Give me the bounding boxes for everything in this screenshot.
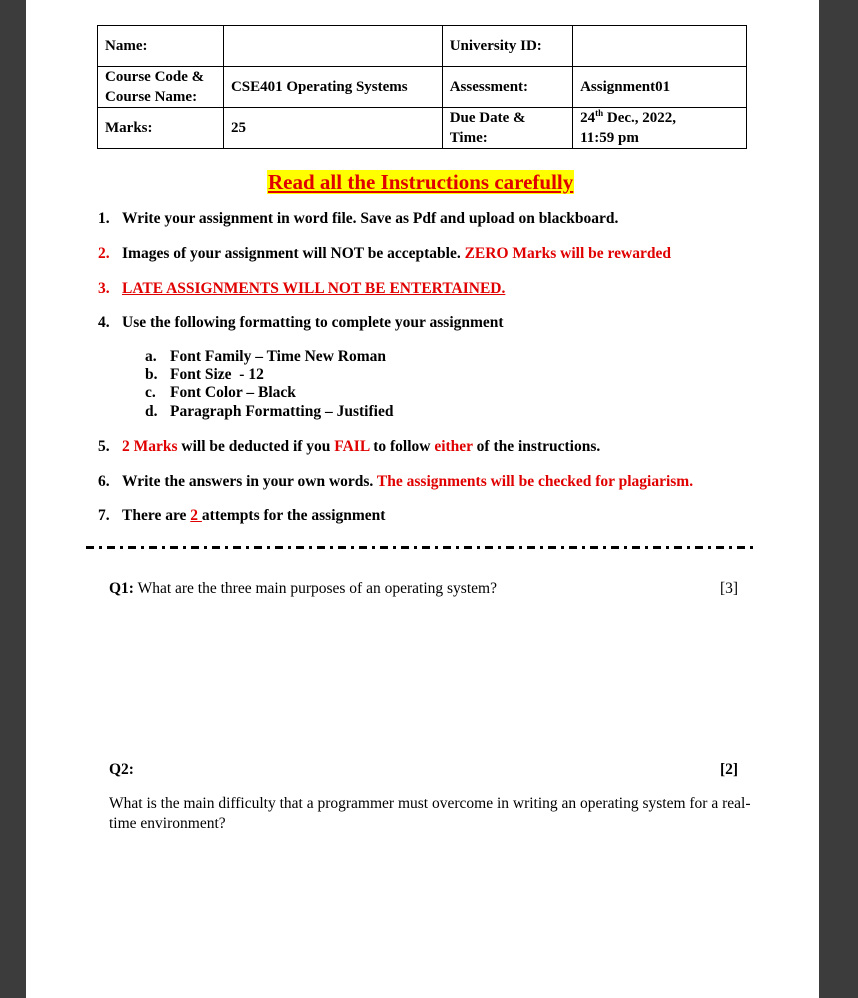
marks-label: Marks: xyxy=(98,108,224,149)
question-label: Q1: xyxy=(109,580,134,597)
format-text: Font Family – Time New Roman xyxy=(170,348,386,365)
instruction-5 xyxy=(98,437,600,457)
course-label-line2: Course Name: xyxy=(105,89,198,105)
due-time: 11:59 pm xyxy=(580,130,639,146)
name-label: Name: xyxy=(98,26,224,67)
instruction-warning: LATE ASSIGNMENTS WILL NOT BE ENTERTAINED. xyxy=(122,280,506,297)
question-1-marks: [3] xyxy=(720,580,739,597)
question-2-text: What is the main difficulty that a programmer must overcome in writing an operating system for a real-time environment? xyxy=(109,795,751,832)
instruction-warning: FAIL xyxy=(334,438,370,455)
instruction-text: Write your assignment in word file. Save as Pdf and upload on blackboard. xyxy=(122,210,619,227)
instruction-7 xyxy=(98,506,385,526)
university-id-label: University ID: xyxy=(442,26,572,67)
format-text: Paragraph Formatting – Justified xyxy=(170,403,394,420)
course-value: CSE401 Operating Systems xyxy=(223,67,442,108)
instruction-warning: The assignments will be checked for plagiarism. xyxy=(376,473,694,490)
instruction-text: to follow xyxy=(369,438,435,455)
format-text: Font Size - 12 xyxy=(170,366,264,383)
format-letter: c. xyxy=(145,384,156,401)
assessment-label: Assessment: xyxy=(442,67,572,108)
question-2-label: Q2: xyxy=(109,761,134,778)
instruction-number: 6. xyxy=(98,473,110,490)
format-item-b xyxy=(145,366,264,384)
due-date-rest: Dec., 2022, xyxy=(603,110,677,126)
format-letter: a. xyxy=(145,348,157,365)
format-item-d xyxy=(145,403,393,421)
course-label xyxy=(98,67,224,108)
instruction-text: Use the following formatting to complete your assignment xyxy=(122,314,504,331)
instruction-text: Write the answers in your own words. xyxy=(122,473,374,490)
due-label xyxy=(442,108,572,149)
marks-value: 25 xyxy=(223,108,442,149)
instruction-2 xyxy=(98,244,671,264)
university-id-value xyxy=(573,26,747,67)
instruction-text: Images of your assignment will NOT be acceptable. xyxy=(122,245,461,262)
instruction-number: 5. xyxy=(98,438,110,455)
instruction-text: will be deducted if you xyxy=(177,438,335,455)
due-day: 24 xyxy=(580,110,596,126)
question-1 xyxy=(109,579,497,599)
instructions-heading: Read all the Instructions carefully xyxy=(268,170,574,194)
question-2-marks: [2] xyxy=(720,761,739,778)
due-value xyxy=(573,108,747,149)
instruction-number: 3. xyxy=(98,280,110,297)
format-item-c xyxy=(145,384,296,402)
instruction-6 xyxy=(98,472,693,492)
instruction-text: of the instructions. xyxy=(472,438,601,455)
instruction-3 xyxy=(98,279,505,299)
instruction-number: 2. xyxy=(98,245,110,262)
instruction-text: attempts for the assignment xyxy=(201,507,386,524)
due-label-line1: Due Date & xyxy=(449,110,526,126)
due-day-suffix: th xyxy=(595,108,604,118)
instruction-4 xyxy=(98,313,504,333)
section-divider xyxy=(86,546,758,549)
format-letter: d. xyxy=(145,403,158,420)
instruction-warning: either xyxy=(434,438,473,455)
question-text: What are the three main purposes of an operating system? xyxy=(133,580,497,597)
attempts-count: 2 xyxy=(190,507,202,524)
instruction-warning: 2 Marks xyxy=(122,438,178,455)
instruction-number: 4. xyxy=(98,314,110,331)
instruction-number: 1. xyxy=(98,210,110,227)
format-letter: b. xyxy=(145,366,158,383)
instruction-number: 7. xyxy=(98,507,110,524)
due-label-line2: Time: xyxy=(449,130,488,146)
course-label-line1: Course Code & xyxy=(105,69,205,85)
format-text: Font Color – Black xyxy=(170,384,296,401)
due-date xyxy=(580,108,739,128)
instruction-warning: ZERO Marks will be rewarded xyxy=(464,245,671,262)
instruction-1 xyxy=(98,209,618,229)
format-item-a xyxy=(145,348,386,366)
name-value xyxy=(223,26,442,67)
instruction-text: There are xyxy=(122,507,191,524)
document-page xyxy=(26,0,819,998)
assessment-value: Assignment01 xyxy=(573,67,747,108)
assignment-info-table xyxy=(97,25,747,149)
